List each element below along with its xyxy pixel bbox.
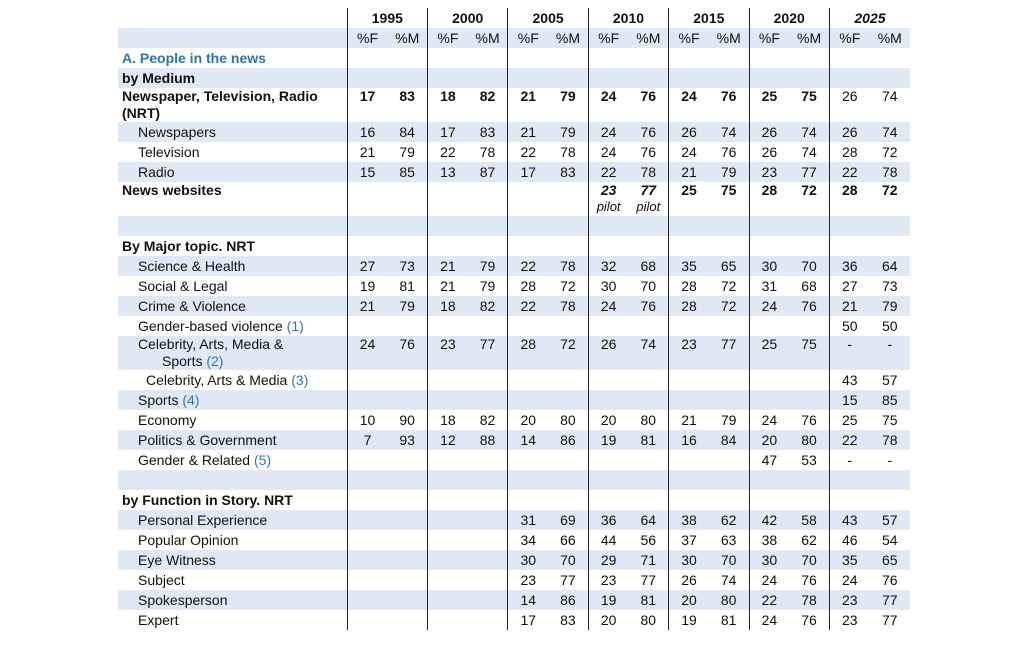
cell: 26 (829, 88, 869, 122)
cell: 80 (640, 611, 657, 628)
cell: 14 (508, 590, 548, 610)
cell: 74 (628, 336, 668, 370)
cell: 42 (749, 510, 789, 530)
table-row (118, 296, 910, 316)
cell: 24 (588, 296, 628, 316)
cell: 23 (508, 570, 548, 590)
cell: 72 (560, 277, 576, 294)
cell: 77 (789, 162, 829, 182)
cell: 22 (749, 590, 789, 610)
cell: 18 (428, 410, 468, 430)
data-table (118, 8, 910, 630)
cell: 18 (428, 296, 468, 316)
cell: 30 (588, 276, 628, 296)
year-header: 2005 (508, 8, 588, 28)
cell: 23 (428, 336, 468, 370)
cell: 78 (548, 296, 588, 316)
cell: 72 (709, 296, 749, 316)
footnote-link[interactable]: (5) (253, 451, 272, 468)
cell: 21 (428, 276, 468, 296)
cell: 36 (829, 256, 869, 276)
footnote-link[interactable]: (1) (286, 317, 304, 334)
cell: 50 (882, 317, 898, 334)
cell: 76 (628, 122, 668, 142)
cell: 47 (749, 450, 789, 470)
cell: 90 (399, 411, 415, 428)
cell: 76 (720, 88, 737, 104)
row-label: Sports (4) (118, 390, 347, 410)
cell: 81 (628, 430, 668, 450)
cell: 28 (829, 142, 869, 162)
cell: 75 (789, 336, 829, 370)
cell: 19 (669, 610, 709, 630)
cell: 72 (882, 182, 898, 198)
cell: 22 (829, 162, 869, 182)
table-row (118, 550, 910, 570)
cell: 21 (669, 410, 709, 430)
cell: 24 (588, 142, 628, 162)
row-label: Social & Legal (138, 277, 228, 294)
cell: 7 (347, 430, 387, 450)
cell: 21 (508, 88, 548, 122)
row-label: Eye Witness (118, 550, 347, 570)
cell: 68 (628, 256, 668, 276)
cell: 29 (588, 550, 628, 570)
cell: 24 (749, 610, 789, 630)
table-row (118, 390, 910, 410)
cell: 44 (588, 530, 628, 550)
col-m-header: %M (468, 28, 508, 48)
cell: 24 (347, 336, 387, 370)
cell: 19 (347, 276, 387, 296)
cell: 81 (720, 611, 737, 628)
cell: 85 (387, 162, 427, 182)
table-row (118, 510, 910, 530)
cell: 30 (749, 550, 789, 570)
cell: 24 (588, 122, 628, 142)
cell: 77 (468, 336, 508, 370)
cell: 22 (829, 430, 869, 450)
cell: 21 (508, 122, 548, 142)
cell: 77 pilot (636, 182, 661, 214)
cell: 72 (801, 182, 817, 198)
col-m-header: %M (789, 28, 829, 48)
cell: 75 (801, 88, 817, 104)
cell: 78 (548, 256, 588, 276)
cell: 17 (428, 122, 468, 142)
year-header: 2020 (749, 8, 829, 28)
cell: 77 (709, 336, 749, 370)
cell: 25 (749, 88, 789, 122)
table-row (118, 182, 910, 216)
cell: - (829, 336, 869, 370)
table-row (118, 316, 910, 336)
year-header: 2015 (669, 8, 749, 28)
cell: 35 (669, 256, 709, 276)
col-m-header: %M (870, 28, 910, 48)
cell: 78 (789, 590, 829, 610)
cell: 70 (548, 550, 588, 570)
table-row (118, 570, 910, 590)
cell: 50 (829, 316, 869, 336)
cell: 22 (588, 162, 628, 182)
col-m-header: %M (628, 28, 668, 48)
cell: 83 (399, 88, 415, 104)
cell: 83 (548, 162, 588, 182)
cell: 14 (508, 430, 548, 450)
cell: 86 (548, 590, 588, 610)
cell: 30 (669, 550, 709, 570)
cell: 22 (428, 142, 468, 162)
cell: 76 (387, 336, 427, 370)
year-header-row (118, 8, 910, 28)
cell: 15 (347, 162, 387, 182)
spacer-row (118, 470, 910, 490)
col-f-header: %F (347, 28, 387, 48)
col-f-header: %F (428, 28, 468, 48)
cell: 25 (749, 336, 789, 370)
cell: 80 (640, 411, 657, 428)
cell: 17 (508, 610, 548, 630)
cell: 80 (789, 430, 829, 450)
table-row (118, 610, 910, 630)
cell: 30 (749, 256, 789, 276)
cell: 77 (882, 611, 898, 628)
cell: 78 (479, 143, 496, 160)
cell: 38 (669, 510, 709, 530)
cell: 83 (560, 611, 576, 628)
cell: 26 (669, 570, 709, 590)
cell: 65 (870, 550, 910, 570)
cell: 58 (789, 510, 829, 530)
cell: 57 (870, 510, 910, 530)
cell: 72 (548, 336, 588, 370)
cell: 30 (508, 550, 548, 570)
footnote-link[interactable]: (4) (182, 391, 200, 408)
cell: 27 (829, 276, 869, 296)
cell: 21 (829, 296, 869, 316)
cell: 79 (479, 277, 496, 294)
cell: 79 (468, 256, 508, 276)
cell: 19 (588, 430, 628, 450)
cell: 86 (548, 430, 588, 450)
cell: 84 (709, 430, 749, 450)
row-label: Newspapers (118, 122, 347, 142)
group-header-row (118, 68, 910, 88)
row-label: Economy (138, 411, 197, 428)
group-header-row (118, 490, 910, 510)
table-row (118, 336, 910, 370)
table-row (118, 370, 910, 390)
cell: 24 (669, 142, 709, 162)
cell: 79 (870, 296, 910, 316)
row-label: Subject (138, 571, 185, 588)
cell: 69 (548, 510, 588, 530)
cell: 24 (749, 570, 789, 590)
row-label: Celebrity, Arts & Media (3) (146, 371, 309, 388)
cell: 21 (347, 296, 387, 316)
table-row (118, 410, 910, 430)
cell: 76 (801, 611, 817, 628)
col-f-header: %F (508, 28, 548, 48)
cell: 16 (669, 430, 709, 450)
cell: 74 (789, 122, 829, 142)
cell: 26 (669, 122, 709, 142)
cell: 24 (588, 88, 628, 122)
cell: 74 (870, 122, 910, 142)
table-row (118, 142, 910, 162)
cell: 20 (588, 610, 628, 630)
cell: 43 (829, 370, 869, 390)
row-label: News websites (122, 182, 222, 198)
col-f-header: %F (829, 28, 869, 48)
cell: 79 (709, 162, 749, 182)
cell: 64 (870, 256, 910, 276)
cell: 81 (628, 590, 668, 610)
row-label: Gender & Related (5) (138, 451, 272, 468)
row-label: Expert (138, 611, 179, 628)
cell: 24 (669, 88, 709, 122)
cell: 24 (749, 296, 789, 316)
col-m-header: %M (387, 28, 427, 48)
section-row (118, 48, 910, 68)
year-header: 2010 (588, 8, 668, 28)
cell: 31 (508, 510, 548, 530)
cell: 76 (640, 88, 657, 104)
footnote-link[interactable]: (3) (291, 371, 309, 388)
row-label: Television (138, 143, 200, 160)
table-row (118, 430, 910, 450)
col-f-header: %F (669, 28, 709, 48)
col-f-header: %F (749, 28, 789, 48)
table-row (118, 88, 910, 122)
cell: 19 (588, 590, 628, 610)
cell: 36 (588, 510, 628, 530)
cell: 82 (479, 88, 496, 104)
cell: 76 (628, 296, 668, 316)
year-header: 2000 (428, 8, 508, 28)
cell: 23 (829, 610, 869, 630)
cell: 76 (789, 296, 829, 316)
cell: 78 (870, 162, 910, 182)
cell: 76 (801, 571, 817, 588)
cell: 70 (640, 277, 657, 294)
row-label: Crime & Violence (118, 296, 347, 316)
cell: 27 (347, 256, 387, 276)
cell: 78 (628, 162, 668, 182)
table-row (118, 162, 910, 182)
table-row (118, 122, 910, 142)
cell: 79 (720, 411, 737, 428)
cell: 68 (801, 277, 817, 294)
cell: 13 (428, 162, 468, 182)
cell: 76 (801, 411, 817, 428)
cell: 74 (720, 571, 737, 588)
cell: 72 (720, 277, 737, 294)
row-label: Newspaper, Television, Radio (NRT) (122, 88, 318, 121)
cell: 76 (640, 143, 657, 160)
cell: 10 (347, 410, 387, 430)
cell: 76 (882, 571, 898, 588)
cell: 17 (347, 88, 387, 122)
col-m-header: %M (709, 28, 749, 48)
cell: 71 (628, 550, 668, 570)
cell: 28 (669, 276, 709, 296)
cell: 46 (829, 530, 869, 550)
row-label: Science & Health (118, 256, 347, 276)
row-label: Gender-based violence (1) (138, 317, 304, 334)
cell: 22 (508, 256, 548, 276)
cell: 88 (468, 430, 508, 450)
cell: 21 (669, 162, 709, 182)
cell: 23 pilot (588, 182, 628, 216)
row-label: Popular Opinion (138, 531, 239, 548)
cell: 43 (829, 510, 869, 530)
cell: 62 (709, 510, 749, 530)
footnote-link[interactable]: (2) (206, 353, 224, 369)
group-header: By Major topic. NRT (122, 237, 256, 254)
cell: 32 (588, 256, 628, 276)
cell: 31 (749, 276, 789, 296)
cell: 70 (709, 550, 749, 570)
cell: - (887, 451, 893, 468)
cell: 80 (709, 590, 749, 610)
cell: 78 (560, 143, 576, 160)
row-label: Radio (118, 162, 347, 182)
column-header-row (118, 28, 910, 48)
cell: 18 (428, 88, 468, 122)
cell: 15 (829, 390, 869, 410)
cell: 74 (801, 143, 817, 160)
cell: 87 (468, 162, 508, 182)
table-row (118, 256, 910, 276)
cell: 23 (749, 162, 789, 182)
cell: 79 (399, 143, 415, 160)
cell: 20 (588, 410, 628, 430)
cell: 53 (801, 451, 817, 468)
cell: 34 (508, 530, 548, 550)
cell: 83 (468, 122, 508, 142)
cell: 26 (829, 122, 869, 142)
cell: 35 (829, 550, 869, 570)
cell: 28 (508, 336, 548, 370)
cell: 77 (640, 571, 657, 588)
cell: 23 (588, 570, 628, 590)
cell: 84 (387, 122, 427, 142)
cell: 56 (640, 531, 657, 548)
cell: 79 (387, 296, 427, 316)
section-title: A. People in the news (122, 49, 266, 66)
cell: 23 (669, 336, 709, 370)
table-row (118, 276, 910, 296)
cell: 54 (882, 531, 898, 548)
cell: 22 (508, 296, 548, 316)
cell: 63 (720, 531, 737, 548)
cell: 82 (468, 296, 508, 316)
cell: 28 (508, 276, 548, 296)
cell: 81 (399, 277, 415, 294)
cell: 24 (829, 570, 869, 590)
cell: 65 (709, 256, 749, 276)
cell: 20 (669, 590, 709, 610)
cell: 22 (508, 142, 548, 162)
cell: 37 (669, 530, 709, 550)
cell: 93 (387, 430, 427, 450)
cell: 28 (749, 182, 789, 216)
cell: 70 (789, 256, 829, 276)
cell: 79 (548, 122, 588, 142)
row-label: Politics & Government (118, 430, 347, 450)
cell: 24 (749, 410, 789, 430)
cell: 78 (870, 430, 910, 450)
table-row (118, 450, 910, 470)
year-header: 2025 (829, 8, 910, 28)
cell: 85 (870, 390, 910, 410)
cell: 75 (720, 182, 737, 198)
cell: 66 (560, 531, 576, 548)
row-label: Celebrity, Arts, Media & Sports (2) (118, 336, 347, 370)
cell: 77 (870, 590, 910, 610)
cell: 79 (560, 88, 576, 104)
cell: 64 (628, 510, 668, 530)
cell: 26 (588, 336, 628, 370)
cell: 77 (560, 571, 576, 588)
cell: 25 (669, 182, 709, 216)
col-f-header: %F (588, 28, 628, 48)
cell: 21 (428, 256, 468, 276)
cell: 28 (829, 182, 869, 216)
cell: 17 (508, 162, 548, 182)
cell: 73 (882, 277, 898, 294)
cell: 16 (347, 122, 387, 142)
cell: 70 (789, 550, 829, 570)
table-row (118, 590, 910, 610)
year-header: 1995 (347, 8, 427, 28)
cell: - (829, 450, 869, 470)
col-m-header: %M (548, 28, 588, 48)
cell: 76 (720, 143, 737, 160)
cell: 20 (508, 410, 548, 430)
group-header-row (118, 236, 910, 256)
group-header: by Function in Story. NRT (122, 491, 293, 508)
row-label: Personal Experience (118, 510, 347, 530)
cell: 57 (882, 371, 898, 388)
cell: 25 (829, 410, 869, 430)
cell: 23 (829, 590, 869, 610)
cell: 20 (749, 430, 789, 450)
spacer-row (118, 216, 910, 236)
cell: 73 (387, 256, 427, 276)
cell: 75 (882, 411, 898, 428)
cell: 38 (749, 530, 789, 550)
cell: 28 (669, 296, 709, 316)
cell: 80 (560, 411, 576, 428)
table-row (118, 530, 910, 550)
cell: 82 (479, 411, 496, 428)
cell: 26 (749, 142, 789, 162)
cell: 26 (749, 122, 789, 142)
row-label: Spokesperson (118, 590, 347, 610)
cell: 72 (882, 143, 898, 160)
cell: 74 (709, 122, 749, 142)
cell: 21 (347, 142, 387, 162)
cell: 12 (428, 430, 468, 450)
cell: 62 (801, 531, 817, 548)
group-header: by Medium (118, 68, 347, 88)
cell: - (870, 336, 910, 370)
cell: 74 (882, 88, 898, 104)
